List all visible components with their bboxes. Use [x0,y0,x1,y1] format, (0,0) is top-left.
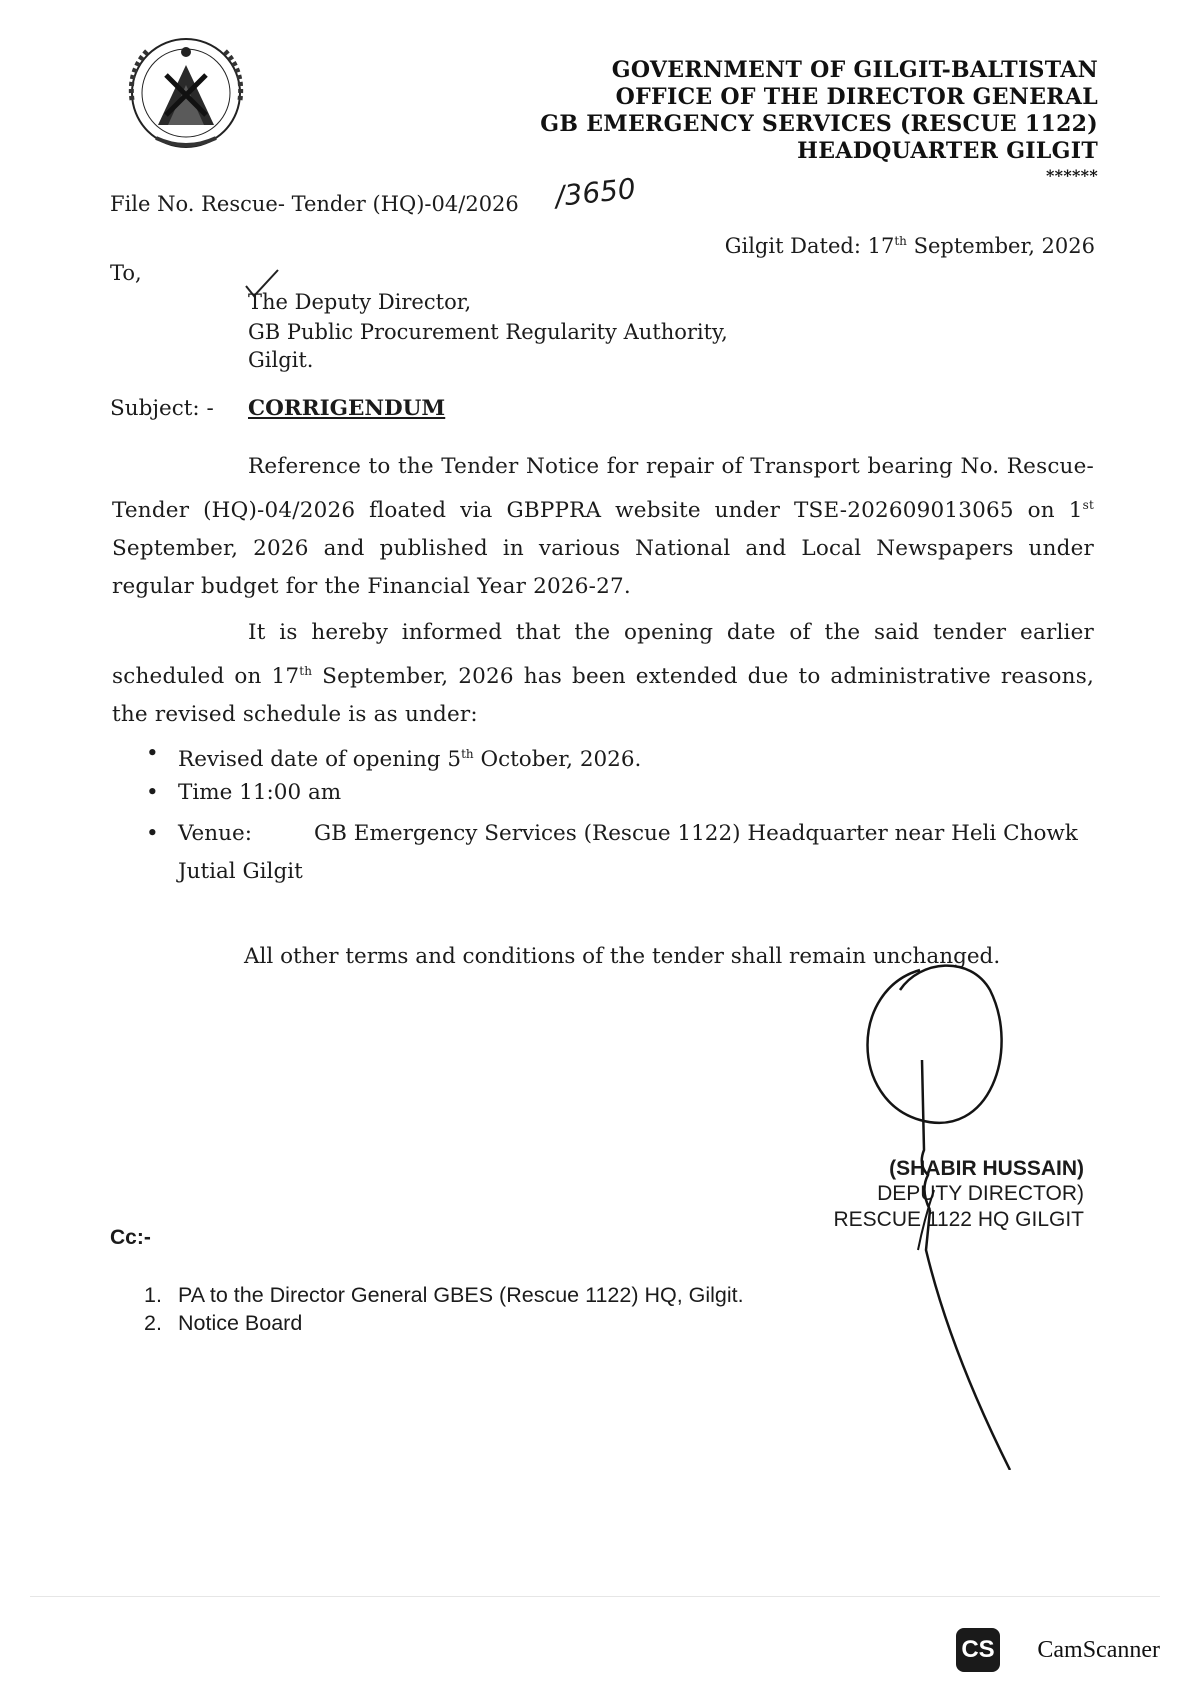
recipient-title: The Deputy Director, [248,290,472,314]
cc-item-pa: PA to the Director General GBES (Rescue 1122) HQ, Gilgit. [178,1283,744,1307]
header-headquarter: HEADQUARTER GILGIT [797,138,1098,164]
schedule-venue-continued: Jutial Gilgit [178,859,303,884]
to-label: To, [110,261,142,285]
closing-statement: All other terms and conditions of the tender shall remain unchanged. [244,944,1001,969]
signatory-name: (SHABIR HUSSAIN) [889,1157,1084,1180]
file-number-handwritten: /3650 [553,171,638,214]
recipient-organization: GB Public Procurement Regularity Authority, [248,320,728,344]
recipient-city: Gilgit. [248,348,314,372]
file-number: File No. Rescue- Tender (HQ)-04/2026 [110,192,519,216]
schedule-venue-value: GB Emergency Services (Rescue 1122) Headquarter near Heli Chowk [314,821,1078,846]
bullet-icon: • [146,780,159,805]
bullet-icon: • [146,741,159,766]
paragraph-reference: Reference to the Tender Notice for repair of Transport bearing No. Rescue-Tender (HQ)-04/2026 floated via GBPPRA website under TSE-202609013065 on 1st September, 2026 and published in various National and Local Newspapers under regular budget for the Financial Year 2026-27. [112,454,1094,600]
schedule-date: Revised date of opening 5th October, 2026. [178,747,642,773]
header-government: GOVERNMENT OF GILGIT-BALTISTAN [611,57,1098,83]
header-office: OFFICE OF THE DIRECTOR GENERAL [615,84,1098,110]
government-emblem-icon [118,30,254,156]
cc-item-number: 1. [144,1283,162,1307]
camscanner-logo-icon: CS [956,1628,1000,1672]
letter-date: Gilgit Dated: 17th September, 2026 [724,234,1095,258]
cc-label: Cc:- [110,1226,151,1249]
header-stars: ****** [1045,166,1098,185]
bullet-icon: • [146,821,159,846]
paragraph-extension: It is hereby informed that the opening date of the said tender earlier scheduled on 17th September, 2026 has been extended due to administrative reasons, the revised schedule is as under: [112,620,1094,728]
signatory-office: RESCUE 1122 HQ GILGIT [833,1208,1084,1231]
subject-label: Subject: - [110,396,214,421]
subject-value: CORRIGENDUM [248,396,446,421]
cc-item-notice-board: Notice Board [178,1311,303,1335]
header-department: GB EMERGENCY SERVICES (RESCUE 1122) [540,111,1098,137]
signatory-designation: DEPUTY DIRECTOR) [877,1182,1084,1205]
camscanner-watermark: CamScanner [1037,1637,1160,1663]
cc-item-number: 2. [144,1311,162,1335]
scan-edge-line [30,1596,1160,1597]
schedule-time: Time 11:00 am [178,780,342,805]
handwritten-signature [830,950,1030,1470]
schedule-venue-label: Venue: [178,821,252,846]
